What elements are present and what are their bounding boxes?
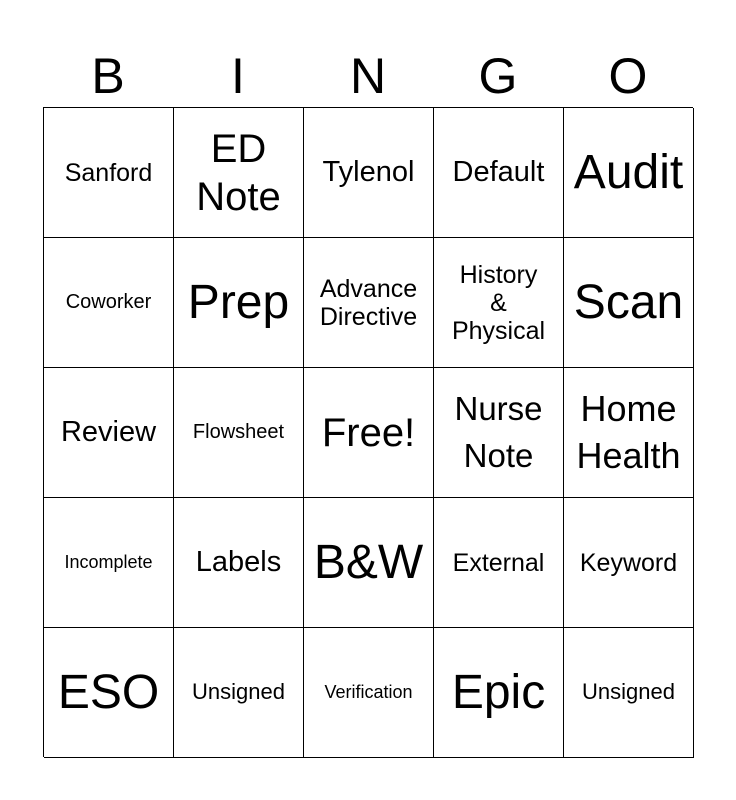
cell-label: ED Note <box>196 126 281 219</box>
cell-label: Audit <box>573 145 684 199</box>
header-letter-b: B <box>91 48 125 104</box>
cell-label: Free! <box>321 410 416 455</box>
cell-label: External <box>452 548 545 577</box>
cell-label: Default <box>452 156 545 189</box>
cell-label: Unsigned <box>192 679 285 705</box>
header-letter-g: G <box>478 48 518 104</box>
cell-label: Sanford <box>64 158 153 187</box>
bingo-cell[interactable] <box>434 368 564 498</box>
bingo-board <box>43 107 693 757</box>
bingo-cell[interactable] <box>564 498 694 628</box>
bingo-cell[interactable] <box>434 238 564 368</box>
cell-label: Nurse Note <box>454 390 543 474</box>
cell-label: ESO <box>57 665 160 719</box>
bingo-cell[interactable] <box>44 498 174 628</box>
cell-label: Labels <box>195 546 282 579</box>
bingo-header <box>43 44 693 108</box>
bingo-cell[interactable] <box>304 238 434 368</box>
bingo-cell[interactable] <box>44 628 174 758</box>
bingo-cell[interactable] <box>434 108 564 238</box>
cell-label: Keyword <box>579 548 678 577</box>
bingo-cell[interactable] <box>434 628 564 758</box>
bingo-cell[interactable] <box>174 368 304 498</box>
bingo-cell[interactable] <box>174 498 304 628</box>
free-space[interactable] <box>304 368 434 498</box>
cell-label: Verification <box>324 682 413 703</box>
bingo-cell[interactable] <box>44 238 174 368</box>
cell-label: Unsigned <box>582 679 675 705</box>
bingo-cell[interactable] <box>174 108 304 238</box>
header-letter-o: O <box>608 48 648 104</box>
bingo-cell[interactable] <box>564 238 694 368</box>
cell-label: Scan <box>573 275 684 329</box>
bingo-cell[interactable] <box>564 108 694 238</box>
bingo-cell[interactable] <box>304 628 434 758</box>
bingo-cell[interactable] <box>174 628 304 758</box>
cell-label: History & Physical <box>451 260 546 345</box>
cell-label: Epic <box>451 665 546 719</box>
bingo-cell[interactable] <box>174 238 304 368</box>
bingo-cell[interactable] <box>564 368 694 498</box>
cell-label: Coworker <box>65 291 152 314</box>
bingo-cell[interactable] <box>44 108 174 238</box>
header-letter-n: N <box>349 48 387 104</box>
cell-label: B&W <box>313 535 424 589</box>
bingo-cell[interactable] <box>304 498 434 628</box>
header-letter-i: I <box>231 48 245 104</box>
cell-label: Advance Directive <box>319 274 418 331</box>
cell-label: Review <box>60 416 157 449</box>
bingo-cell[interactable] <box>304 108 434 238</box>
cell-label: Prep <box>187 275 290 329</box>
bingo-cell[interactable] <box>44 368 174 498</box>
bingo-cell[interactable] <box>564 628 694 758</box>
cell-label: Tylenol <box>322 156 415 189</box>
cell-label: Incomplete <box>64 552 153 573</box>
cell-label: Home Health <box>576 387 681 476</box>
cell-label: Flowsheet <box>192 421 285 444</box>
bingo-cell[interactable] <box>434 498 564 628</box>
